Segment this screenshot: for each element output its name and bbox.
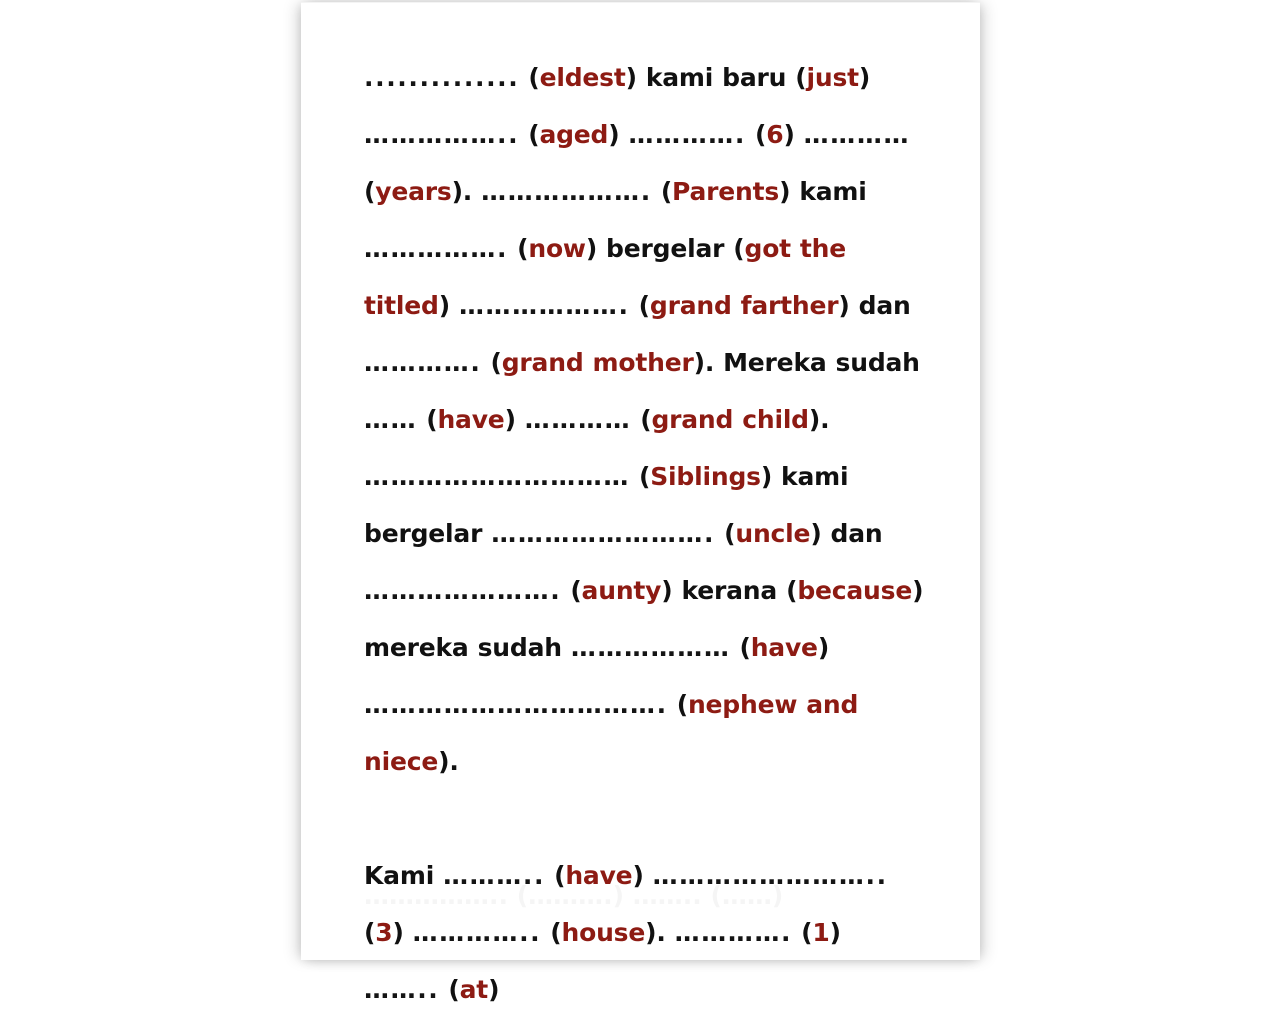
english-gloss: grand mother — [501, 348, 694, 377]
body-text: ( — [364, 918, 376, 947]
body-text: ( — [629, 291, 650, 320]
english-gloss: just — [806, 63, 859, 92]
body-text: ( — [508, 234, 529, 263]
body-text: ( — [730, 633, 751, 662]
english-gloss: aunty — [581, 576, 662, 605]
answer-blank: ………………. — [458, 291, 630, 320]
english-gloss: have — [565, 861, 633, 890]
body-text: ) — [438, 291, 459, 320]
body-text: ) — [488, 975, 500, 1004]
answer-blank: .............. — [364, 63, 520, 92]
body-text: ( — [417, 405, 438, 434]
body-text: ) — [817, 633, 830, 662]
body-text: ) — [783, 120, 804, 149]
body-text: ) kami bergelar — [364, 462, 849, 548]
answer-blank: …………………. — [364, 576, 562, 605]
document-page — [301, 2, 980, 1004]
body-text: ) mereka sudah — [364, 576, 924, 662]
page-cutoff-text — [364, 888, 924, 904]
body-text: ( — [630, 462, 651, 491]
answer-blank: …………. — [628, 120, 746, 149]
body-text: ) — [858, 63, 871, 92]
body-text: ( — [792, 918, 813, 947]
answer-blank: ……………………. — [491, 519, 716, 548]
english-gloss: nephew and niece — [364, 690, 859, 776]
body-text: ( — [519, 63, 540, 92]
body-text: ( — [667, 690, 688, 719]
body-text: ) dan — [810, 519, 883, 548]
body-text: ). — [645, 918, 675, 947]
answer-blank: …………………….. — [652, 861, 888, 890]
answer-blank: …………….. — [364, 120, 520, 149]
answer-blank: ……………. — [364, 234, 509, 263]
answer-blank: ………… — [524, 405, 632, 434]
english-gloss: eldest — [539, 63, 626, 92]
body-text: ( — [651, 177, 673, 206]
body-text: ) — [504, 405, 525, 434]
body-text: ( — [746, 120, 767, 149]
body-text: ( — [481, 348, 502, 377]
english-gloss: grand farther — [649, 291, 839, 320]
body-text: ( — [631, 405, 652, 434]
answer-blank: …………. — [364, 348, 482, 377]
body-text: ( — [364, 177, 376, 206]
english-gloss: Siblings — [650, 462, 761, 491]
body-text: ( — [519, 120, 540, 149]
english-gloss: have — [437, 405, 505, 434]
body-text: ) kami — [779, 177, 867, 206]
answer-blank: …………. — [674, 918, 793, 947]
answer-blank: ………………. — [481, 177, 652, 206]
answer-blank: ………………………… — [364, 462, 630, 491]
body-text: ). Mereka sudah — [693, 348, 920, 377]
body-text: ) — [392, 918, 413, 947]
worksheet-text-body — [364, 49, 924, 1018]
body-text: ) kami baru ( — [625, 63, 807, 92]
body-text: ). — [451, 177, 482, 206]
english-gloss: have — [750, 633, 818, 662]
answer-blank: ……….. — [443, 861, 546, 890]
english-gloss: house — [561, 918, 646, 947]
answer-blank: ………… — [803, 120, 911, 149]
body-text: ) dan — [838, 291, 911, 320]
body-text: ) bergelar ( — [585, 234, 745, 263]
english-gloss: aged — [539, 120, 609, 149]
body-text: ) — [829, 918, 841, 947]
english-gloss: grand child — [651, 405, 809, 434]
english-gloss: 1 — [812, 918, 830, 947]
body-text: ). — [808, 405, 830, 434]
answer-blank: …… — [364, 405, 418, 434]
answer-blank: ……………… — [570, 633, 731, 662]
body-text: ) — [632, 861, 653, 890]
paragraph-2 — [364, 847, 924, 1018]
body-text: ( — [715, 519, 736, 548]
body-text: ). — [438, 747, 459, 776]
body-text: ( — [545, 861, 566, 890]
answer-blank: ………….. — [412, 918, 542, 947]
english-gloss: years — [375, 177, 452, 206]
answer-blank: ……………………………. — [364, 690, 668, 719]
english-gloss: got the titled — [364, 234, 847, 320]
paragraph-1 — [364, 49, 924, 790]
body-text: ( — [561, 576, 582, 605]
english-gloss: at — [459, 975, 489, 1004]
english-gloss: Parents — [672, 177, 780, 206]
english-gloss: now — [528, 234, 586, 263]
body-text: ( — [439, 975, 460, 1004]
body-text: ) — [608, 120, 629, 149]
body-text: ) kerana ( — [661, 576, 798, 605]
english-gloss: 6 — [766, 120, 784, 149]
body-text: ( — [541, 918, 562, 947]
answer-blank: …….. — [364, 975, 440, 1004]
english-gloss: because — [797, 576, 913, 605]
english-gloss: 3 — [375, 918, 393, 947]
english-gloss: uncle — [735, 519, 811, 548]
body-text: Kami — [364, 861, 444, 890]
